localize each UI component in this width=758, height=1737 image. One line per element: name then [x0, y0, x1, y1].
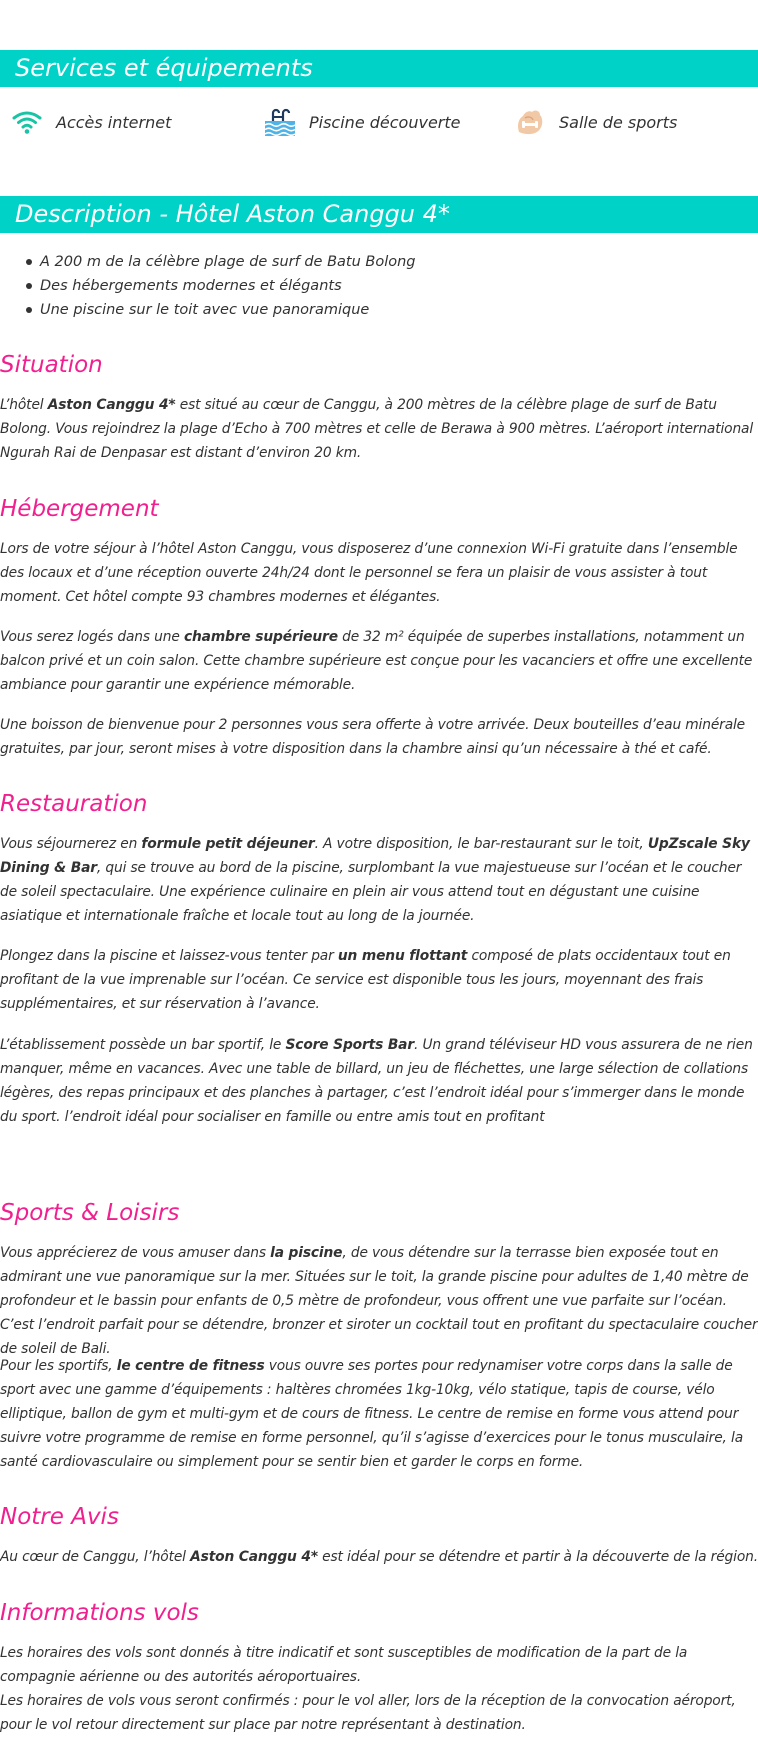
fitness-icon	[513, 105, 547, 139]
sports-paragraph-2	[0, 1354, 758, 1474]
emphasis-text: Aston Canggu 4*	[190, 1549, 318, 1565]
restauration-paragraph-3	[0, 1033, 758, 1129]
pool-icon	[263, 105, 297, 139]
text-run: Vous serez logés dans une	[0, 629, 184, 645]
sports-heading: Sports & Loisirs	[0, 1200, 180, 1226]
text-run: Vous apprécierez de vous amuser dans	[0, 1245, 271, 1261]
text-run: vous ouvre ses portes pour redynamiser votre corps dans la salle de sport avec une gamme d’équipements : haltères chromées 1kg-10kg, vélo statique, tapis de course, vélo elliptique, ballon de gym et multi-gym et de cours de fitness. Le centre de remise en forme vous attend pour suivre votre programme de remise en forme personnel, qu’il s’agisse d’exercices pour le tonus musculaire, la santé cardiovasculaire ou simplement pour se sentir bien et garder le corps en forme.	[0, 1358, 744, 1470]
amenity-label: Salle de sports	[559, 112, 678, 132]
amenity-label: Accès internet	[56, 112, 172, 132]
vols-heading: Informations vols	[0, 1600, 199, 1626]
situation-paragraph	[0, 393, 758, 465]
text-run: est situé au cœur de Canggu, à 200 mètres de la célèbre plage de surf de Batu Bolong. Vous rejoindrez la plage d’Echo à 700 mètres et celle de Berawa à 900 mètres. L’aéroport international Ngurah Rai de Denpasar est distant d’environ 20 km.	[0, 397, 754, 461]
list-item: Une piscine sur le toit avec vue panoramique	[0, 298, 416, 322]
list-item: A 200 m de la célèbre plage de surf de Batu Bolong	[0, 250, 416, 274]
amenity-fitness	[513, 105, 677, 139]
text-run: Pour les sportifs,	[0, 1358, 117, 1374]
text-run: est idéal pour se détendre et partir à la découverte de la région.	[317, 1549, 758, 1565]
text-run: . Un grand téléviseur HD vous assurera de ne rien manquer, même en vacances. Avec une table de billard, un jeu de fléchettes, une large sélection de collations légères, des repas principaux et des planches à partager, c’est l’endroit idéal pour s’immerger dans le monde du sport. l’endroit idéal pour socialiser en famille ou entre amis tout en profitant	[0, 1037, 753, 1125]
emphasis-text: le centre de fitness	[116, 1358, 265, 1374]
emphasis-text: formule petit déjeuner	[141, 836, 315, 852]
highlights-list	[0, 250, 416, 322]
amenity-label: Piscine découverte	[309, 112, 461, 132]
hebergement-heading: Hébergement	[0, 496, 159, 522]
text-run: . A votre disposition, le bar-restaurant sur le toit,	[314, 836, 648, 852]
text-run: Les horaires de vols vous seront confirmés : pour le vol aller, lors de la réception de la convocation aéroport, pour le vol retour directement sur place par notre représentant à destination.	[0, 1693, 736, 1733]
emphasis-text: Aston Canggu 4*	[47, 397, 176, 413]
wifi-icon	[10, 105, 44, 139]
amenity-internet	[10, 105, 171, 139]
hebergement-paragraph-3	[0, 713, 758, 761]
vols-paragraph-2	[0, 1689, 758, 1737]
text-run: Vous séjournerez en	[0, 836, 142, 852]
hebergement-paragraph-2	[0, 625, 758, 697]
restauration-heading: Restauration	[0, 791, 148, 817]
emphasis-text: un menu flottant	[337, 948, 468, 964]
text-run: L’établissement possède un bar sportif, le	[0, 1037, 286, 1053]
text-run: Une boisson de bienvenue pour 2 personnes vous sera offerte à votre arrivée. Deux bouteilles d’eau minérale gratuites, par jour, seront mises à votre disposition dans la chambre ainsi qu’un nécessaire à thé et café.	[0, 717, 746, 757]
emphasis-text: Score Sports Bar	[285, 1037, 414, 1053]
text-run: L’hôtel	[0, 397, 48, 413]
text-run: , de vous détendre sur la terrasse bien exposée tout en admirant une vue panoramique sur la mer. Situées sur le toit, la grande piscine pour adultes de 1,40 mètre de profondeur et le bassin pour enfants de 0,5 mètre de profondeur, vous offrent une vue parfaite sur l’océan. C’est l’endroit parfait pour se détendre, bronzer et siroter un cocktail tout en profitant du spectaculaire coucher de soleil de Bali.	[0, 1245, 758, 1357]
text-run: Les horaires des vols sont donnés à titre indicatif et sont susceptibles de modification de la part de la compagnie aérienne ou des autorités aéroportuaires.	[0, 1645, 688, 1685]
sports-paragraph-1	[0, 1241, 758, 1361]
emphasis-text: chambre supérieure	[183, 629, 338, 645]
hebergement-paragraph-1	[0, 537, 758, 609]
avis-heading: Notre Avis	[0, 1504, 119, 1530]
services-header: Services et équipements	[0, 50, 758, 87]
emphasis-text: UpZscale Sky Dining & Bar	[0, 836, 750, 876]
list-item: Des hébergements modernes et élégants	[0, 274, 416, 298]
vols-paragraph-1	[0, 1641, 758, 1689]
description-header: Description - Hôtel Aston Canggu 4*	[0, 196, 758, 233]
text-run: de 32 m² équipée de superbes installations, notamment un balcon privé et un coin salon. Cette chambre supérieure est conçue pour les vacanciers et offre une excellente ambiance pour garantir une expérience mémorable.	[0, 629, 753, 693]
restauration-paragraph-2	[0, 944, 758, 1016]
text-run: , qui se trouve au bord de la piscine, surplombant la vue majestueuse sur l’océan et le coucher de soleil spectaculaire. Une expérience culinaire en plein air vous attend tout en dégustant une cuisine asiatique et internationale fraîche et locale tout au long de la journée.	[0, 860, 742, 924]
text-run: Plongez dans la piscine et laissez-vous tenter par	[0, 948, 338, 964]
text-run: Au cœur de Canggu, l’hôtel	[0, 1549, 191, 1565]
text-run: composé de plats occidentaux tout en profitant de la vue imprenable sur l’océan. Ce service est disponible tous les jours, moyennant des frais supplémentaires, et sur réservation à l’avance.	[0, 948, 731, 1012]
avis-paragraph	[0, 1545, 758, 1569]
situation-heading: Situation	[0, 352, 103, 378]
emphasis-text: la piscine	[270, 1245, 343, 1261]
restauration-paragraph-1	[0, 832, 758, 928]
text-run: Lors de votre séjour à l’hôtel Aston Canggu, vous disposerez d’une connexion Wi-Fi gratuite dans l’ensemble des locaux et d’une réception ouverte 24h/24 dont le personnel se fera un plaisir de vous assister à tout moment. Cet hôtel compte 93 chambres modernes et élégantes.	[0, 541, 738, 605]
amenity-pool	[263, 105, 460, 139]
